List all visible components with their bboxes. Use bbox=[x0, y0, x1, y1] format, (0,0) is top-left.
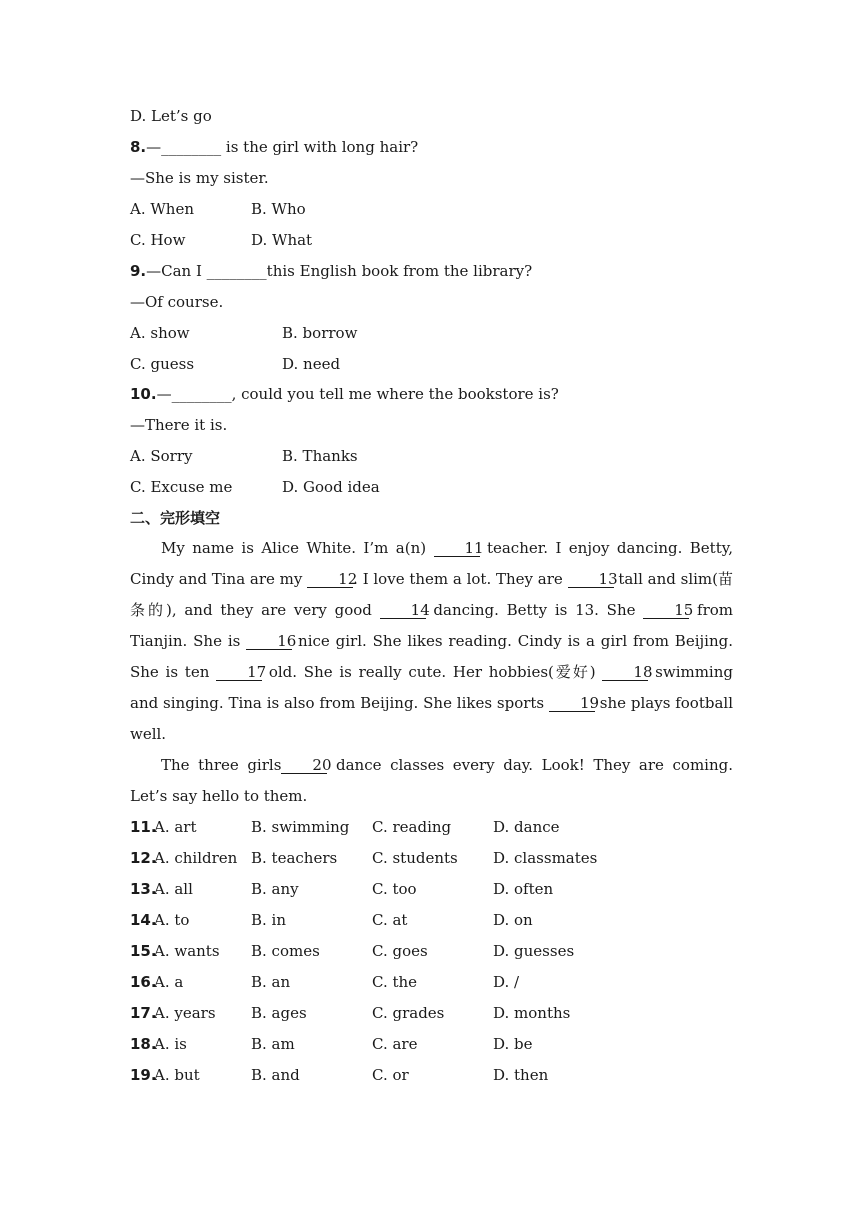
passage-text: The three girls bbox=[161, 756, 282, 774]
option-d: D. then bbox=[493, 1066, 549, 1084]
cloze-paragraph-2 bbox=[130, 750, 733, 812]
option-b: B. Who bbox=[251, 200, 306, 218]
option-b: B. teachers bbox=[251, 849, 338, 867]
option-b: B. comes bbox=[251, 942, 320, 960]
blank-18: 18 bbox=[602, 664, 648, 681]
blank-13: 13 bbox=[568, 571, 614, 588]
passage-text: swimming and singing. Tina is also from Beijing. She likes sports bbox=[130, 663, 733, 712]
passage-text: . I love them a lot. They are bbox=[353, 570, 568, 588]
question-9-prompt bbox=[130, 262, 532, 280]
option-c: C. the bbox=[372, 973, 418, 991]
question-number: 16. bbox=[130, 973, 157, 991]
question-9-answer: —Of course. bbox=[130, 293, 224, 311]
question-number: 12. bbox=[130, 849, 157, 867]
question-text: —________ is the girl with long hair? bbox=[146, 138, 419, 156]
option-c: C. at bbox=[372, 911, 408, 929]
blank-12: 12 bbox=[307, 571, 353, 588]
option-b: B. ages bbox=[251, 1004, 307, 1022]
option-b: B. any bbox=[251, 880, 299, 898]
option-a: A. children bbox=[154, 849, 238, 867]
option-a: A. to bbox=[154, 911, 190, 929]
option-c: C. or bbox=[372, 1066, 409, 1084]
blank-17: 17 bbox=[216, 664, 262, 681]
cloze-option-row bbox=[130, 880, 690, 898]
option-c: C. How bbox=[130, 231, 186, 249]
question-number: 8. bbox=[130, 138, 147, 156]
cloze-paragraph-1 bbox=[130, 533, 733, 750]
question-number: 10. bbox=[130, 385, 157, 403]
option-b: B. Thanks bbox=[282, 447, 358, 465]
option-d: D. often bbox=[493, 880, 554, 898]
passage-text: dance classes every day. Look! They are coming. Let’s say hello to them. bbox=[130, 756, 733, 805]
option-a: A. Sorry bbox=[130, 447, 193, 465]
question-10-answer: —There it is. bbox=[130, 416, 228, 434]
question-text: —________, could you tell me where the bookstore is? bbox=[156, 385, 559, 403]
cloze-option-row bbox=[130, 818, 690, 836]
option-b: B. am bbox=[251, 1035, 295, 1053]
option-d: D. classmates bbox=[493, 849, 598, 867]
option-a: A. but bbox=[154, 1066, 200, 1084]
question-8-answer: —She is my sister. bbox=[130, 169, 269, 187]
option-a: A. all bbox=[154, 880, 193, 898]
passage-text: teacher. I enjoy dancing. Betty, Cindy and Tina are my bbox=[130, 539, 733, 588]
option-b: B. an bbox=[251, 973, 291, 991]
option-c: C. goes bbox=[372, 942, 428, 960]
option-c: C. reading bbox=[372, 818, 452, 836]
question-number: 18. bbox=[130, 1035, 157, 1053]
question-8-prompt bbox=[130, 138, 418, 156]
question-text: —Can I ________this English book from the library? bbox=[146, 262, 533, 280]
passage-text: from Tianjin. She is bbox=[130, 601, 734, 650]
option-c: C. students bbox=[372, 849, 458, 867]
option-d: D. guesses bbox=[493, 942, 575, 960]
option-c: C. too bbox=[372, 880, 417, 898]
option-c: C. are bbox=[372, 1035, 418, 1053]
option-c: C. guess bbox=[130, 355, 195, 373]
blank-19: 19 bbox=[549, 695, 595, 712]
option-d: D. / bbox=[493, 973, 520, 991]
option-d: D. need bbox=[282, 355, 341, 373]
option-d: D. What bbox=[251, 231, 313, 249]
option-a: A. is bbox=[154, 1035, 187, 1053]
cloze-option-row bbox=[130, 942, 690, 960]
question-number: 9. bbox=[130, 262, 147, 280]
option-b: B. in bbox=[251, 911, 287, 929]
option-a: A. years bbox=[154, 1004, 216, 1022]
cloze-option-row bbox=[130, 973, 690, 991]
passage-text: she plays football well. bbox=[130, 694, 734, 743]
question-number: 17. bbox=[130, 1004, 157, 1022]
cloze-option-row bbox=[130, 849, 690, 867]
passage-text: dancing. Betty is 13. She bbox=[425, 601, 644, 619]
option-d: D. dance bbox=[493, 818, 560, 836]
option-d: D. months bbox=[493, 1004, 571, 1022]
question-number: 14. bbox=[130, 911, 157, 929]
option-a: A. art bbox=[154, 818, 197, 836]
option-d: D. on bbox=[493, 911, 533, 929]
passage-text: My name is Alice White. I’m a(n) bbox=[161, 539, 434, 557]
question-10-prompt bbox=[130, 385, 559, 403]
cloze-option-row bbox=[130, 1066, 690, 1084]
option-d: D. Good idea bbox=[282, 478, 380, 496]
question-number: 15. bbox=[130, 942, 157, 960]
option-a: A. a bbox=[154, 973, 184, 991]
option-a: A. wants bbox=[154, 942, 220, 960]
q7-option-d: D. Let’s go bbox=[130, 107, 212, 125]
blank-20: 20 bbox=[281, 757, 327, 774]
cloze-option-row bbox=[130, 911, 690, 929]
question-number: 13. bbox=[130, 880, 157, 898]
option-c: C. grades bbox=[372, 1004, 445, 1022]
question-number: 11. bbox=[130, 818, 157, 836]
option-d: D. be bbox=[493, 1035, 533, 1053]
option-a: A. When bbox=[130, 200, 194, 218]
option-b: B. and bbox=[251, 1066, 300, 1084]
option-b: B. swimming bbox=[251, 818, 350, 836]
cloze-option-row bbox=[130, 1035, 690, 1053]
passage-text: old. She is really cute. Her hobbies(爱好) bbox=[262, 663, 603, 681]
option-b: B. borrow bbox=[282, 324, 358, 342]
blank-16: 16 bbox=[246, 633, 292, 650]
passage-text: nice girl. She likes reading. Cindy is a girl from Beijing. She is ten bbox=[130, 632, 733, 681]
option-a: A. show bbox=[130, 324, 190, 342]
blank-14: 14 bbox=[380, 602, 426, 619]
passage-text: tall and slim(苗条的), and they are very good bbox=[130, 570, 733, 619]
blank-11: 11 bbox=[434, 540, 480, 557]
cloze-option-row bbox=[130, 1004, 690, 1022]
option-c: C. Excuse me bbox=[130, 478, 233, 496]
question-number: 19. bbox=[130, 1066, 157, 1084]
section-title: 二、完形填空 bbox=[130, 509, 221, 527]
blank-15: 15 bbox=[643, 602, 689, 619]
